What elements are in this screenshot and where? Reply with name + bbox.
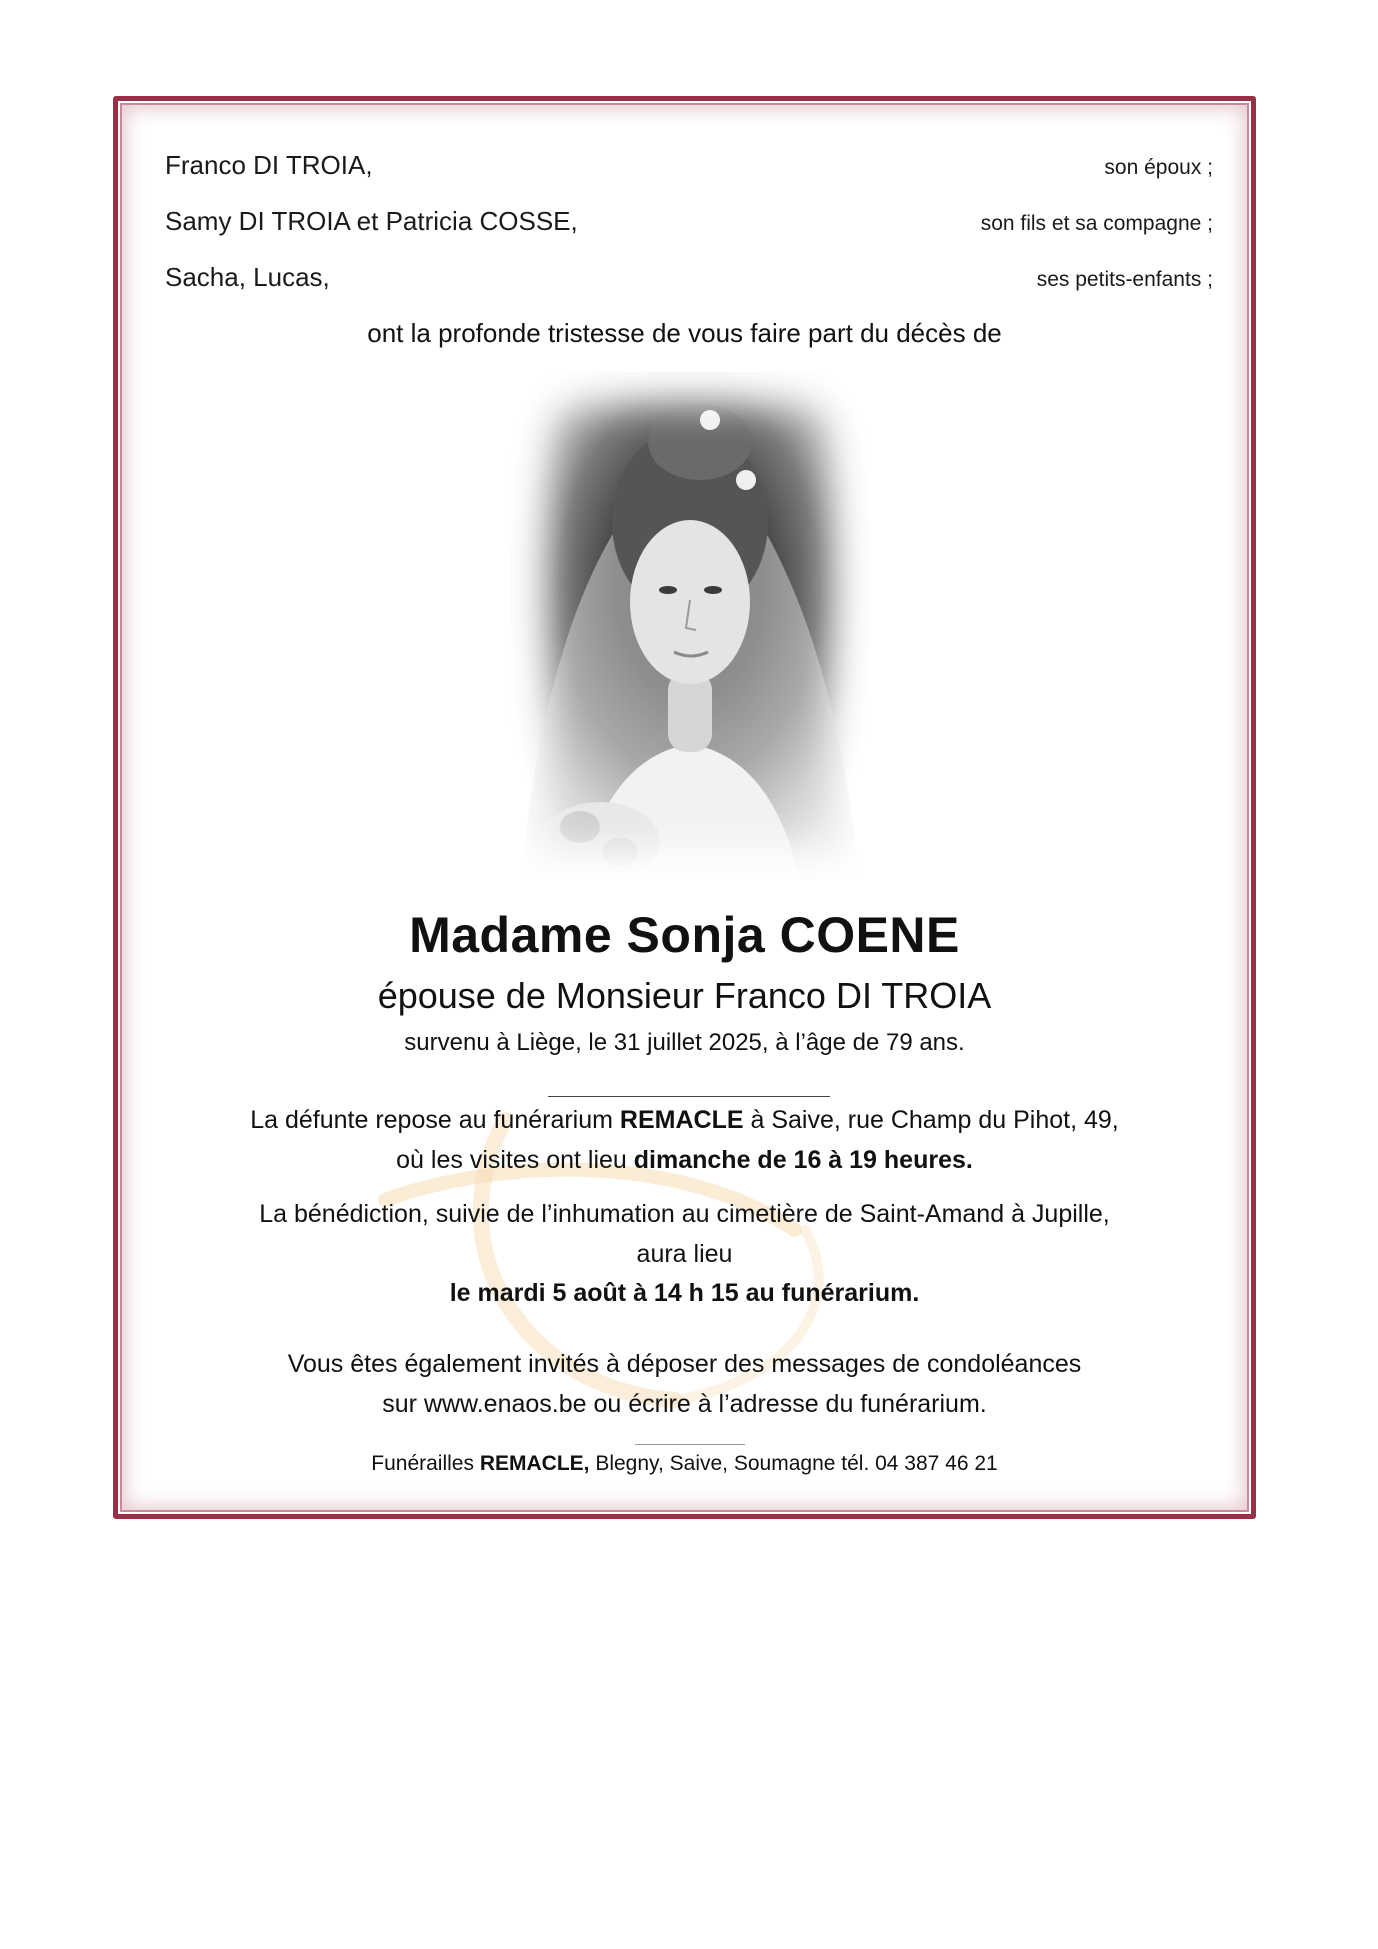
family-relation: son époux ; xyxy=(1104,156,1213,179)
deceased-name: Madame Sonja COENE xyxy=(409,907,960,963)
ceremony-line-1: La bénédiction, suivie de l’inhumation au cimetière de Saint-Amand à Jupille, xyxy=(259,1200,1110,1228)
death-info: survenu à Liège, le 31 juillet 2025, à l’âge de 79 ans. xyxy=(404,1029,965,1056)
footer-brand: REMACLE, xyxy=(479,1452,590,1475)
visitation-address: à Saive, rue Champ du Pihot, 49, xyxy=(743,1106,1119,1134)
visitation-line-1 xyxy=(113,1106,1256,1135)
condolences-line-2: sur www.enaos.be ou écrire à l’adresse du funérarium. xyxy=(382,1390,987,1418)
family-row-grandchildren xyxy=(165,262,1213,293)
photo-vignette xyxy=(510,372,870,880)
family-relation: son fils et sa compagne ; xyxy=(980,212,1213,235)
family-name: Samy DI TROIA et Patricia COSSE, xyxy=(165,206,578,236)
footer-text: Funérailles xyxy=(371,1452,480,1475)
footer-details: Blegny, Saive, Soumagne tél. 04 387 46 21 xyxy=(589,1452,998,1475)
ceremony-date: le mardi 5 août à 14 h 15 au funérarium. xyxy=(449,1279,920,1307)
funeral-home-name: REMACLE xyxy=(619,1106,744,1134)
visitation-text: La défunte repose au funérarium xyxy=(250,1106,620,1134)
ceremony-line-2: aura lieu xyxy=(636,1240,733,1268)
visitation-hours: dimanche de 16 à 19 heures. xyxy=(633,1146,973,1174)
family-row-son xyxy=(165,206,1213,237)
family-row-spouse xyxy=(165,150,1213,181)
footer-contact xyxy=(113,1452,1256,1476)
visitation-text: où les visites ont lieu xyxy=(396,1146,634,1174)
visitation-line-2 xyxy=(113,1146,1256,1175)
portrait-photo xyxy=(510,372,870,880)
footer-divider xyxy=(635,1444,745,1445)
condolences-line-1: Vous êtes également invités à déposer des messages de condoléances xyxy=(287,1350,1082,1378)
intro-text: ont la profonde tristesse de vous faire part du décès de xyxy=(367,318,1002,348)
divider-line xyxy=(548,1096,830,1097)
family-name: Sacha, Lucas, xyxy=(165,262,330,292)
family-relation: ses petits-enfants ; xyxy=(1036,268,1213,291)
spouse-line: épouse de Monsieur Franco DI TROIA xyxy=(377,975,992,1016)
family-name: Franco DI TROIA, xyxy=(165,150,373,180)
